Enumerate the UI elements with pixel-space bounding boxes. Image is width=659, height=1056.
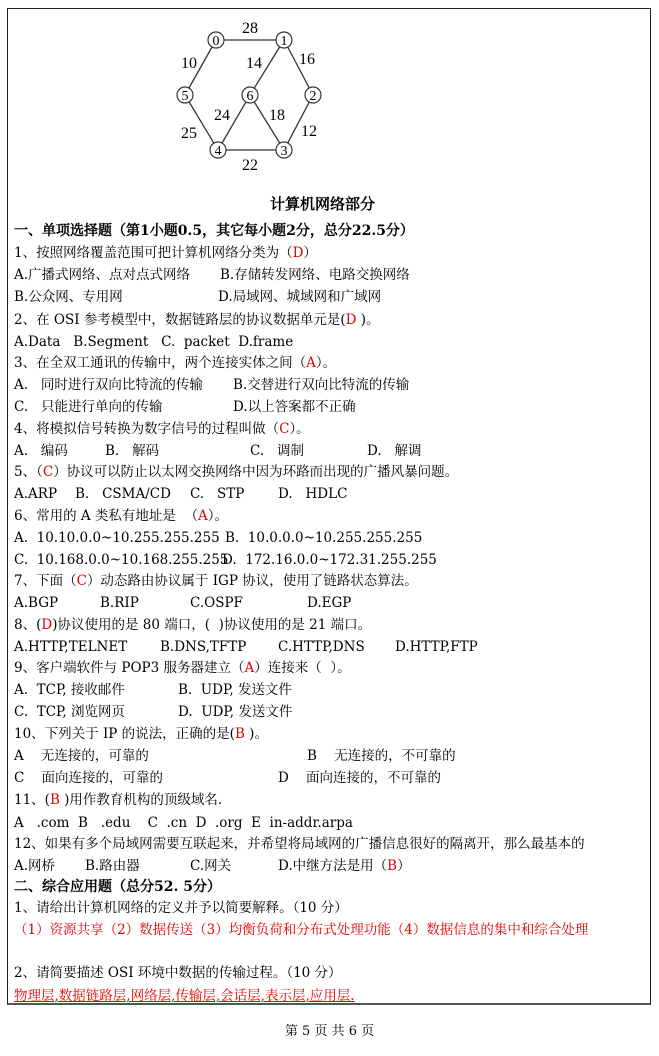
option-column	[190, 855, 231, 877]
text-line	[0, 636, 659, 658]
text-line	[0, 396, 659, 418]
text-segment: ）。	[289, 421, 310, 437]
text-segment: 2、在 OSI 参考模型中，数据链路层的协议数据单元是(	[14, 312, 346, 328]
option-column	[14, 636, 127, 658]
text-line	[0, 745, 659, 767]
text-segment: A. 10.10.0.0~10.255.255.255	[14, 530, 220, 546]
option-column	[14, 549, 228, 571]
line-text	[14, 723, 268, 745]
text-segment: C. 调制	[250, 443, 305, 459]
option-column	[14, 286, 123, 308]
option-column	[395, 636, 478, 658]
option-column	[367, 440, 422, 462]
text-segment: B.交替进行双向比特流的传输	[233, 377, 410, 393]
line-text	[14, 876, 221, 898]
text-line	[0, 570, 659, 592]
option-column	[14, 745, 149, 767]
option-column	[278, 636, 365, 658]
line-text	[14, 657, 351, 679]
option-column	[14, 701, 125, 723]
option-column	[218, 286, 381, 308]
option-column	[250, 440, 304, 462]
option-column	[233, 396, 356, 418]
text-segment: D.HTTP,FTP	[395, 639, 478, 655]
text-segment: B.路由器	[85, 858, 140, 874]
answer-text: C	[42, 464, 54, 480]
text-segment: A.ARP	[14, 486, 58, 502]
text-segment: C.网关	[190, 858, 232, 874]
edge-weight-label: 25	[181, 125, 197, 142]
text-line	[0, 897, 659, 919]
text-line	[0, 418, 659, 440]
text-segment: B.存储转发网络、电路交换网络	[220, 267, 410, 283]
text-segment: ）连接来（ ）。	[254, 660, 351, 676]
text-segment: ）动态路由协议属于 IGP 协议，使用了链路状态算法。	[86, 573, 418, 589]
text-line	[0, 919, 659, 941]
text-segment: 9、客户端软件与 POP3 服务器建立（	[14, 660, 245, 676]
text-line	[0, 985, 659, 1007]
line-text	[270, 193, 375, 215]
text-line	[0, 789, 659, 811]
answer-text: A	[306, 355, 316, 371]
option-column	[160, 636, 246, 658]
line-text	[14, 418, 310, 440]
text-segment: ）。	[207, 508, 229, 524]
option-column	[14, 483, 57, 505]
option-column	[178, 679, 292, 701]
text-line	[0, 592, 659, 614]
option-column	[278, 483, 347, 505]
graph-node-label: 0	[212, 34, 220, 49]
text-segment: C. 只能进行单向的传输	[14, 399, 163, 415]
edge-weight-label: 16	[299, 51, 315, 68]
text-segment: C. TCP, 浏览网页	[14, 704, 125, 720]
text-line	[0, 701, 659, 723]
text-segment: )。	[360, 312, 380, 328]
text-segment: 12、如果有多个局域网需要互联起来，并希望将局域网的广播信息很好的隔离开，那么最基本的	[14, 836, 585, 852]
text-segment: ）	[397, 858, 411, 874]
line-text	[14, 985, 355, 1007]
text-line	[0, 505, 659, 527]
text-segment: 1、请给出计算机网络的定义并予以简要解释。（10 分）	[14, 900, 348, 916]
text-segment: 10、下列关于 IP 的说法，正确的是(	[14, 726, 235, 742]
answer-text: D	[292, 245, 304, 261]
option-column	[14, 767, 163, 789]
option-column	[190, 592, 243, 614]
option-column	[14, 374, 203, 396]
text-line	[0, 855, 659, 877]
option-column	[14, 264, 190, 286]
option-column	[14, 679, 125, 701]
text-line	[0, 657, 659, 679]
text-segment: ）协议可以防止以太网交换网络中因为环路而出现的广播风暴问题。	[53, 464, 459, 480]
graph-node-label: 1	[280, 34, 288, 49]
text-line	[0, 962, 659, 984]
text-segment: B.DNS,TFTP	[160, 639, 247, 655]
line-text	[14, 331, 293, 353]
graph-node-label: 4	[214, 144, 222, 159]
text-segment: A. 同时进行双向比特流的传输	[14, 377, 203, 393]
text-segment: B. 10.0.0.0~10.255.255.255	[225, 530, 423, 546]
answer-text: （1）资源共享（2）数据传送（3）均衡负荷和分布式处理功能（4）数据信息的集中和综合处理	[14, 922, 589, 938]
text-segment: A. 编码	[14, 443, 68, 459]
text-line	[0, 723, 659, 745]
text-segment: A.Data B.Segment C. packet D.frame	[14, 334, 294, 350]
option-column	[75, 483, 171, 505]
answer-text: B	[234, 726, 250, 742]
option-column	[220, 264, 410, 286]
section-heading	[0, 220, 659, 242]
text-segment: D. UDP, 发送文件	[178, 704, 293, 720]
answer-text: B	[387, 858, 398, 874]
graph-node-label: 6	[246, 89, 254, 104]
text-segment: )。	[249, 726, 268, 742]
text-segment: 一、单项选择题（第1小题0.5，其它每小题2分，总分22.5分）	[14, 223, 414, 239]
text-line	[0, 833, 659, 855]
edge-weight-label: 18	[269, 107, 285, 124]
option-column	[14, 440, 68, 462]
text-segment: C 面向连接的，可靠的	[14, 770, 163, 786]
answer-text: A	[198, 508, 208, 524]
text-segment: 6、常用的 A 类私有地址是 （	[14, 508, 199, 524]
text-segment: 11、(	[14, 792, 50, 808]
option-column	[14, 396, 163, 418]
text-segment: D. 172.16.0.0~172.31.255.255	[222, 552, 437, 568]
option-column	[278, 767, 441, 789]
text-segment: A.网桥	[14, 858, 56, 874]
graph-node-label: 3	[280, 144, 288, 159]
text-segment: 1、按照网络覆盖范围可把计算机网络分类为（	[14, 245, 293, 261]
text-segment: A.BGP	[14, 595, 59, 611]
text-line	[0, 679, 659, 701]
text-segment: )用作教育机构的顶级域名.	[59, 792, 223, 808]
option-column	[14, 592, 58, 614]
text-line	[0, 242, 659, 264]
text-segment: C.HTTP,DNS	[278, 639, 365, 655]
edge-weight-label: 14	[246, 55, 262, 72]
text-segment: D. 解调	[367, 443, 422, 459]
option-column	[178, 701, 292, 723]
text-segment: A. TCP, 接收邮件	[14, 682, 125, 698]
text-segment: A.广播式网络、点对点式网络	[14, 267, 191, 283]
page-footer: 第 5 页 共 6 页	[284, 1024, 375, 1039]
text-segment: 8、(	[14, 617, 42, 633]
text-segment: 3、在全双工通讯的传输中，两个连接实体之间（	[14, 355, 307, 371]
option-column	[100, 592, 139, 614]
text-line	[0, 309, 659, 331]
answer-text: D	[41, 617, 53, 633]
line-text	[14, 309, 380, 331]
answer-text: D	[345, 312, 361, 328]
line-text	[14, 570, 418, 592]
answer-text: A	[244, 660, 255, 676]
text-segment: C.OSPF	[190, 595, 243, 611]
text-segment: B.RIP	[100, 595, 139, 611]
line-text	[14, 812, 353, 834]
answer-text: B	[49, 792, 60, 808]
edge-weight-label: 22	[242, 157, 258, 174]
text-segment: D. HDLC	[278, 486, 348, 502]
text-segment: ）	[303, 245, 317, 261]
text-segment: D.以上答案都不正确	[233, 399, 356, 415]
option-column	[233, 374, 409, 396]
section-heading	[0, 876, 659, 898]
answer-text: 物理层,数据链路层,网络层,传输层,会话层,表示层,应用层.	[14, 988, 355, 1004]
text-segment: B.公众网、专用网	[14, 289, 123, 305]
text-segment: A.HTTP,TELNET	[14, 639, 128, 655]
line-text	[14, 352, 336, 374]
option-column	[190, 483, 244, 505]
section-title	[0, 193, 659, 215]
text-line	[0, 527, 659, 549]
text-line	[0, 374, 659, 396]
network-graph-diagram	[160, 12, 340, 182]
graph-node-label: 2	[309, 89, 317, 104]
text-segment: D.EGP	[307, 595, 352, 611]
option-column	[14, 527, 220, 549]
text-line	[0, 767, 659, 789]
text-segment: B. 解码	[105, 443, 160, 459]
option-column	[278, 855, 411, 877]
edge-weight-label: 12	[301, 123, 317, 140]
answer-text: C	[76, 573, 87, 589]
option-column	[85, 855, 140, 877]
text-line	[0, 352, 659, 374]
text-segment: 二、综合应用题（总分52. 5分）	[14, 879, 221, 895]
line-text	[14, 242, 317, 264]
text-line	[0, 286, 659, 308]
text-segment: 4、将模拟信号转换为数字信号的过程叫做（	[14, 421, 280, 437]
line-text	[14, 614, 371, 636]
edge-weight-label: 10	[181, 55, 197, 72]
text-segment: B. UDP, 发送文件	[178, 682, 292, 698]
text-segment: D 面向连接的，不可靠的	[278, 770, 441, 786]
text-segment: 5、（	[14, 464, 43, 480]
text-segment: A 无连接的，可靠的	[14, 748, 149, 764]
line-text	[14, 461, 458, 483]
line-text	[14, 220, 414, 242]
line-text	[14, 897, 348, 919]
text-line	[0, 614, 659, 636]
text-segment: ）。	[315, 355, 337, 371]
text-line	[0, 549, 659, 571]
text-segment: 2、请简要描述 OSI 环境中数据的传输过程。（10 分）	[14, 965, 342, 981]
text-segment: C. 10.168.0.0~10.168.255.255	[14, 552, 229, 568]
text-segment: B 无连接的，不可靠的	[307, 748, 456, 764]
text-line	[0, 264, 659, 286]
text-line	[0, 812, 659, 834]
edge-weight-label: 24	[214, 107, 230, 124]
line-text	[14, 833, 585, 855]
option-column	[307, 592, 351, 614]
line-text	[14, 789, 222, 811]
text-segment: A .com B .edu C .cn D .org E in-addr.arpa	[14, 815, 353, 831]
text-segment: C. STP	[190, 486, 245, 502]
text-segment: 7、下面（	[14, 573, 77, 589]
option-column	[105, 440, 159, 462]
text-line	[0, 440, 659, 462]
text-line	[0, 483, 659, 505]
text-line	[0, 461, 659, 483]
option-column	[225, 527, 422, 549]
text-segment: D.局域网、城域网和广域网	[218, 289, 382, 305]
line-text	[14, 919, 588, 941]
graph-node-label: 5	[181, 89, 189, 104]
line-text	[14, 962, 342, 984]
option-column	[14, 855, 55, 877]
line-text	[14, 505, 228, 527]
text-segment: )协议使用的是 80 端口，( )协议使用的是 21 端口。	[52, 617, 372, 633]
option-column	[307, 745, 456, 767]
text-segment: 计算机网络部分	[270, 195, 376, 213]
text-segment: B. CSMA/CD	[75, 486, 171, 502]
option-column	[222, 549, 437, 571]
text-segment: D.中继方法是用（	[278, 858, 388, 874]
answer-text: C	[279, 421, 290, 437]
text-line	[0, 331, 659, 353]
edge-weight-label: 28	[242, 20, 258, 37]
